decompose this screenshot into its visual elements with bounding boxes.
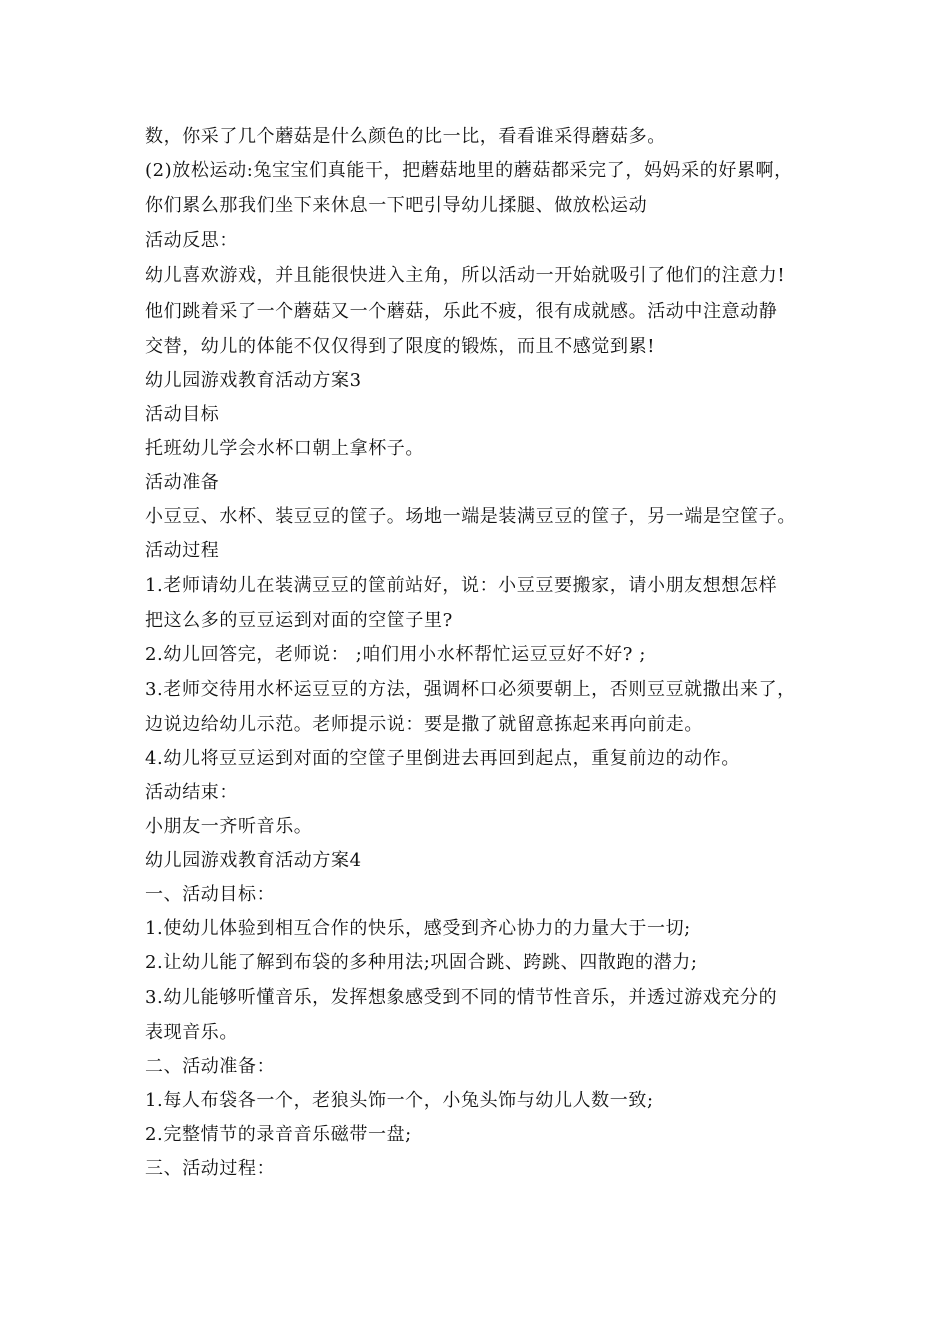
text-line: 表现音乐。 [145,1022,238,1043]
text-line: 小豆豆、水杯、装豆豆的筐子。场地一端是装满豆豆的筐子，另一端是空筐子。 [145,506,796,527]
text-line: 3.幼儿能够听懂音乐，发挥想象感受到不同的情节性音乐，并透过游戏充分的 [145,987,778,1008]
text-line: 2.幼儿回答完，老师说： ;咱们用小水杯帮忙运豆豆好不好? ; [145,644,646,665]
text-line: 托班幼儿学会水杯口朝上拿杯子。 [145,438,424,459]
plan-title: 幼儿园游戏教育活动方案3 [145,370,362,391]
section-heading: 一、活动目标： [145,884,276,905]
text-line: 2.完整情节的录音音乐磁带一盘; [145,1124,412,1145]
text-line: 1.使幼儿体验到相互合作的快乐，感受到齐心协力的力量大于一切; [145,918,691,939]
text-line: 边说边给幼儿示范。老师提示说：要是撒了就留意拣起来再向前走。 [145,714,703,735]
text-line: 把这么多的豆豆运到对面的空筐子里? [145,610,453,631]
text-line: 2.让幼儿能了解到布袋的多种用法;巩固合跳、跨跳、四散跑的潜力; [145,952,698,973]
plan-title: 幼儿园游戏教育活动方案4 [145,850,362,871]
section-heading: 活动结束： [145,782,238,803]
text-line: 4.幼儿将豆豆运到对面的空筐子里倒进去再回到起点，重复前边的动作。 [145,748,740,769]
text-line: 1.老师请幼儿在装满豆豆的筐前站好，说：小豆豆要搬家，请小朋友想想怎样 [145,575,778,596]
section-heading: 活动目标 [145,404,220,425]
text-line: 1.每人布袋各一个，老狼头饰一个，小兔头饰与幼儿人数一致; [145,1090,654,1111]
text-line: 你们累么那我们坐下来休息一下吧引导幼儿揉腿、做放松运动 [145,195,648,216]
section-heading: 三、活动过程： [145,1158,276,1179]
section-heading: 活动准备 [145,472,220,493]
text-line: 小朋友一齐听音乐。 [145,816,313,837]
text-line: 3.老师交待用水杯运豆豆的方法，强调杯口必须要朝上，否则豆豆就撒出来了， [145,679,796,700]
text-line: 幼儿喜欢游戏，并且能很快进入主角，所以活动一开始就吸引了他们的注意力! [145,265,786,286]
section-heading: 二、活动准备： [145,1056,276,1077]
section-heading: 活动反思： [145,230,238,251]
section-heading: 活动过程 [145,540,220,561]
document-body [145,120,825,1186]
text-line: 交替，幼儿的体能不仅仅得到了限度的锻炼，而且不感觉到累! [145,336,656,357]
text-line: (2)放松运动:兔宝宝们真能干，把蘑菇地里的蘑菇都采完了，妈妈采的好累啊， [145,160,793,181]
text-line: 他们跳着采了一个蘑菇又一个蘑菇，乐此不疲，很有成就感。活动中注意动静 [145,301,778,322]
text-line: 数，你采了几个蘑菇是什么颜色的比一比，看看谁采得蘑菇多。 [145,126,666,147]
